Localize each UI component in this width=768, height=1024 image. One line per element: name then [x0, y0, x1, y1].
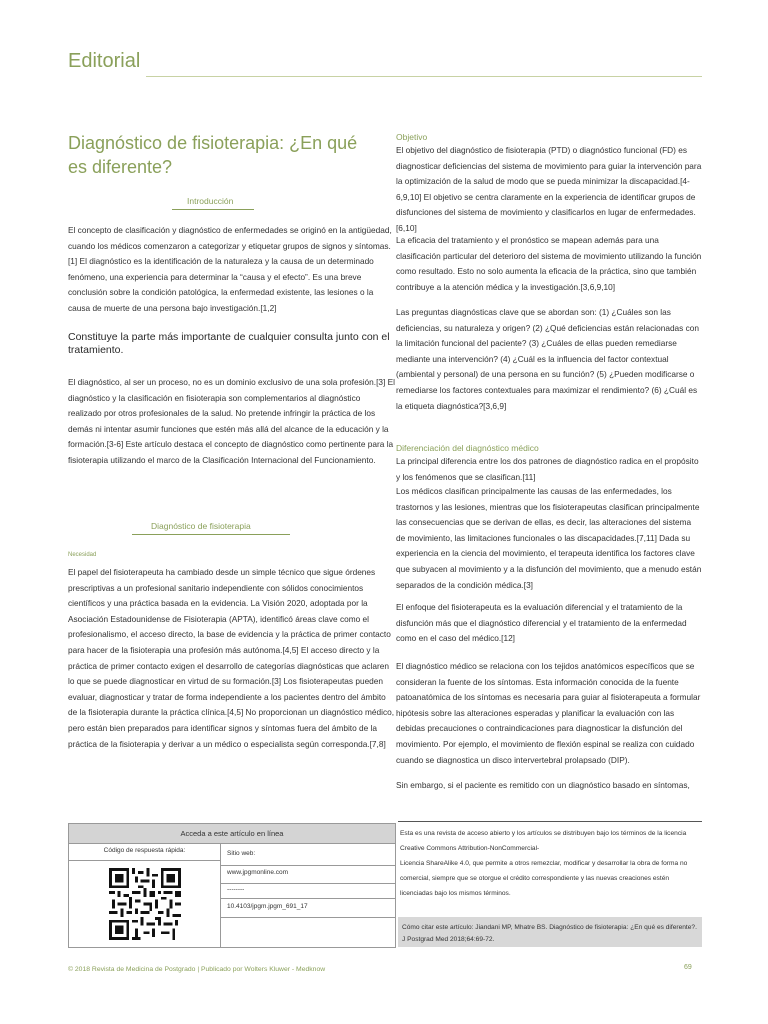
- divider: [221, 865, 395, 866]
- diagnosis-heading-rule: [132, 534, 290, 535]
- differentiation-paragraph-2: [396, 484, 702, 593]
- access-article-box: [68, 823, 396, 948]
- objective-paragraph-2-text: La eficacia del tratamiento y el pronóstico se mapean además para una clasificación particular del deterioro del sistema de movimiento utilizando la función como resultado. Esto no solo aumenta la eficacia de la práctica, sino que también contribuye a la atención médica y la investigación.[3,6,9,10]: [396, 235, 702, 292]
- license-divider: [398, 821, 702, 822]
- differentiation-paragraph-5: [396, 778, 702, 794]
- website-label: Sitio web:: [227, 850, 256, 857]
- differentiation-paragraph-2-text: Los médicos clasifican principalmente las causas de las enfermedades, los trastornos y las lesiones, mientras que los fisioterapeutas clasifican principalmente las consecuencias que se derivan de ellas, es decir, las alteraciones del sistema de movimiento, las limitaciones funcionales o las discapacidades.[7,11] Dada su experiencia en la ciencia del movimiento, el terapeuta identifica los factores clave que subyacen al movimiento y a la disfunción del movimiento, que a menudo están separados de la condición médica.[3]: [396, 486, 702, 590]
- qr-label: Código de respuesta rápida:: [69, 844, 220, 861]
- objective-paragraph-1: [396, 143, 702, 237]
- divider: [221, 917, 395, 918]
- qr-panel: [69, 844, 221, 947]
- differentiation-heading: Diferenciación del diagnóstico médico: [396, 443, 539, 453]
- intro-paragraph-2: [68, 375, 396, 469]
- access-box-heading: Acceda a este artículo en línea: [69, 824, 395, 844]
- divider: [221, 883, 395, 884]
- objective-heading: Objetivo: [396, 132, 428, 142]
- differentiation-paragraph-3: [396, 600, 702, 647]
- intro-paragraph-1: [68, 223, 396, 317]
- objective-paragraph-3-text: Las preguntas diagnósticas clave que se abordan son: (1) ¿Cuáles son las deficiencias, su naturaleza y origen? (2) ¿Qué deficiencias están relacionadas con la limitación funcional del paciente? (3) ¿Cuáles de ellas pueden remediarse mediante una intervención? (4) ¿Cuál es la influencia del factor contextual (ambiental y personal) de una persona en su función? (5) ¿Pueden modificarse o remediarse los factores contextuales para maximizar el rendimiento? (6) ¿Cuál es la etiqueta diagnóstica?[3,6,9]: [396, 307, 700, 411]
- article-title: Diagnóstico de fisioterapia: ¿En qué es diferente?: [68, 133, 358, 177]
- objective-paragraph-3: [396, 305, 702, 414]
- diagnosis-paragraph: [68, 565, 396, 752]
- qr-code-icon[interactable]: [109, 868, 181, 940]
- differentiation-paragraph-3-text: El enfoque del fisioterapeuta es la evaluación diferencial y el tratamiento de la disfunción más que el diagnóstico diferencial y el tratamiento de la enfermedad como en el caso del médico.[12]: [396, 602, 687, 644]
- differentiation-paragraph-4-text: El diagnóstico médico se relaciona con los tejidos anatómicos específicos que se consideran la fuente de los síntomas. Esta información conocida de la fuente patoanatómica de los síntomas es necesaria para guiar al fisioterapeuta a formular hipótesis sobre las alteraciones esperadas y planificar la evaluación con las debidas precauciones o contraindicaciones para diagnosticar la disfunción del movimiento. Por ejemplo, el movimiento de flexión espinal se realiza con cuidado cuando se diagnostica un disco intervertebral prolapsado (DIP).: [396, 661, 701, 765]
- intro-heading-rule: [172, 209, 254, 210]
- differentiation-paragraph-5-text: Sin embargo, si el paciente es remitido con un diagnóstico basado en síntomas,: [396, 780, 690, 790]
- differentiation-paragraph-4: [396, 659, 702, 768]
- page-number: 69: [684, 964, 692, 971]
- doi-link[interactable]: 10.4103/jpgm.jpgm_691_17: [227, 903, 308, 910]
- differentiation-paragraph-1: [396, 454, 702, 485]
- intro-paragraph-1-text: El concepto de clasificación y diagnóstico de enfermedades se originó en la antigüedad, cuando los médicos comenzaron a categorizar y etiquetar grupos de signos y síntomas.[1] El diagnóstico es la identificación de la naturaleza y la causa de un determinado fenómeno, una experiencia para determinar la “causa y el efecto”. Es una breve conclusión sobre la condición patológica, la enfermedad existente, las lesiones o la causa de muerte de una persona bajo investigación.[1,2]: [68, 225, 392, 313]
- header-divider: [146, 76, 702, 77]
- citation-box: Cómo citar este artículo: Jiandani MP, Mhatre BS. Diagnóstico de fisioterapia: ¿En qué es diferente?. J Postgrad Med 2018;64:69-72.: [398, 917, 702, 947]
- objective-paragraph-2: [396, 233, 702, 295]
- license-paragraph-2: Licencia ShareAlike 4.0, que permite a otros remezclar, modificar y desarrollar la obra de forma no comercial, siempre que se otorgue el crédito correspondiente y las nuevas creaciones estén licenciadas bajo los mismos términos.: [400, 860, 688, 897]
- intro-highlight: Constituye la parte más importante de cualquier consulta junto con el tratamiento.: [68, 331, 390, 356]
- diagnosis-paragraph-text: El papel del fisioterapeuta ha cambiado desde un simple técnico que sigue órdenes prescriptivas a un profesional sanitario independiente con sólidos conocimientos científicos y una práctica basada en la evidencia. La Visión 2020, adoptada por la Asociación Estadounidense de Fisioterapia (APTA), identificó áreas clave como el profesionalismo, el acceso directo, la base de evidencia y la práctica de primer contacto para hacer de la fisioterapia una profesión más autónoma.[4,5] El acceso directo y la práctica de primer contacto exigen el desarrollo de categorías diagnósticas que aclaren lo que se puede diagnosticar en virtud de su formación.[3] Los fisioterapeutas pueden evaluar, diagnosticar y tratar de forma independiente a los pacientes dentro del ámbito de la fisioterapia durante la práctica clínica.[4,5] No proporcionan un diagnóstico médico, pero están bien preparados para identificar signos y síntomas fuera del ámbito de la práctica de la fisioterapia y derivar a un médico o especialista según corresponda.[7,8]: [68, 567, 395, 749]
- diagnosis-heading: Diagnóstico de fisioterapia: [151, 521, 251, 531]
- differentiation-paragraph-1-text: La principal diferencia entre los dos patrones de diagnóstico radica en el propósito y los fenómenos que se clasifican.[11]: [396, 456, 699, 482]
- license-text: [400, 826, 700, 901]
- intro-heading: Introducción: [187, 196, 234, 206]
- doi-label: --------: [227, 886, 245, 893]
- objective-paragraph-1-text: El objetivo del diagnóstico de fisioterapia (PTD) o diagnóstico funcional (FD) es diagnosticar deficiencias del sistema de movimiento para guiar la intervención para la optimización de la salud de modo que se pueda minimizar la discapacidad.[4-6,9,10] El objetivo se centra claramente en la experiencia de identificar grupos de disfunciones del sistema de movimiento y clasificarlos en lugar de enfermedades.[6,10]: [396, 145, 702, 233]
- intro-paragraph-2-text: El diagnóstico, al ser un proceso, no es un dominio exclusivo de una sola profesión.[3] El diagnóstico y la clasificación en fisioterapia son complementarios al diagnóstico realizado por otros profesionales de la salud. No pretende infringir la práctica de los demás ni intentar asumir funciones que estén más allá del alcance de la educación y la formación.[3-6] Este artículo destaca el concepto de diagnóstico como pertinente para la fisioterapia utilizando el marco de la Clasificación Internacional del Funcionamiento.: [68, 377, 395, 465]
- license-paragraph-1: Esta es una revista de acceso abierto y los artículos se distribuyen bajo los términos de la licencia Creative Commons Attribution-NonCommercial-: [400, 830, 687, 852]
- footer-copyright: © 2018 Revista de Medicina de Postgrado | Publicado por Wolters Kluwer - Medknow: [68, 966, 326, 973]
- website-link[interactable]: www.jpgmonline.com: [227, 869, 289, 876]
- necesidad-label: Necesidad: [68, 552, 97, 558]
- access-links-panel: [221, 844, 395, 947]
- section-title: Editorial: [68, 50, 141, 72]
- divider: [221, 898, 395, 899]
